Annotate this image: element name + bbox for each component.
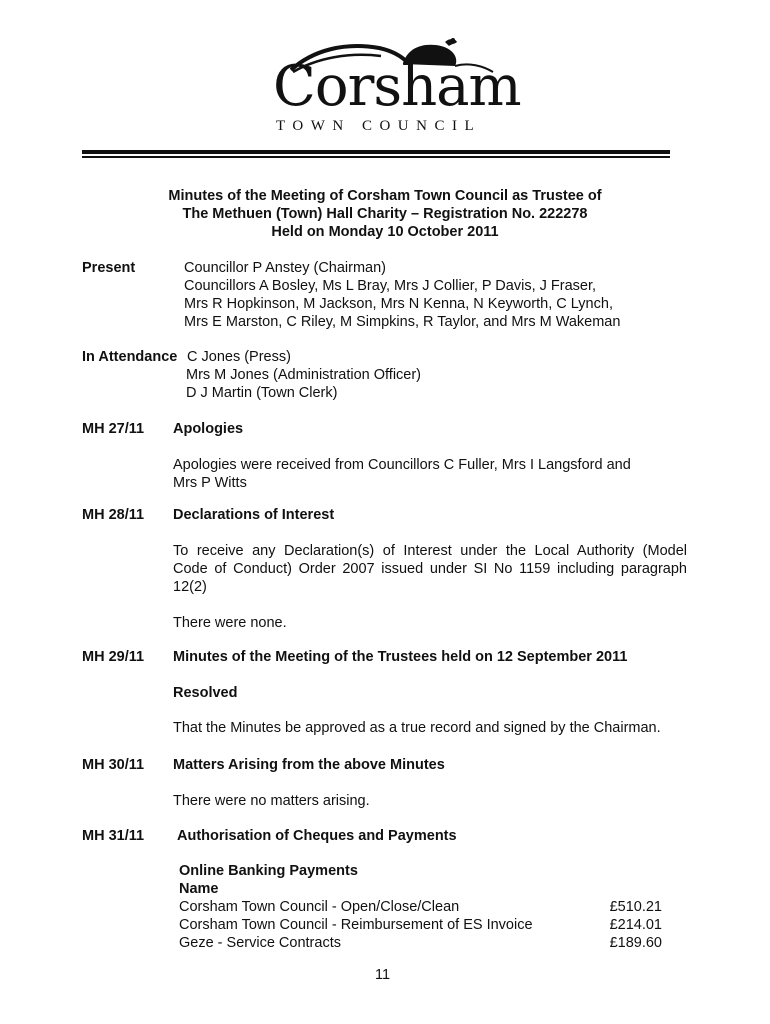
attendance-label: In Attendance — [82, 349, 178, 365]
item-body: Apologies were received from Councillors C Fuller, Mrs I Langsford and — [173, 457, 631, 473]
item-body: There were none. — [173, 615, 287, 631]
item-ref: MH 30/11 — [82, 757, 145, 773]
header-rule-thin — [82, 156, 670, 158]
payment-amount: £214.01 — [609, 917, 662, 933]
present-label: Present — [82, 260, 136, 276]
attendance-line: D J Martin (Town Clerk) — [186, 385, 338, 401]
item-body: Code of Conduct) Order 2007 issued under SI No 1159 including paragraph — [173, 561, 687, 577]
payment-name: Corsham Town Council - Open/Close/Clean — [179, 899, 460, 915]
logo-subtitle: TOWN COUNCIL — [276, 118, 482, 134]
item-heading: Matters Arising from the above Minutes — [173, 757, 445, 773]
item-ref: MH 29/11 — [82, 649, 145, 665]
item-ref: MH 28/11 — [82, 507, 145, 523]
payment-name: Geze - Service Contracts — [179, 935, 341, 951]
item-body: That the Minutes be approved as a true record and signed by the Chairman. — [173, 720, 661, 736]
minutes-title-line2: The Methuen (Town) Hall Charity – Registration No. 222278 — [182, 206, 588, 222]
minutes-title-line1: Minutes of the Meeting of Corsham Town Council as Trustee of — [168, 188, 602, 204]
payment-name: Corsham Town Council - Reimbursement of ES Invoice — [179, 917, 533, 933]
present-line: Mrs E Marston, C Riley, M Simpkins, R Taylor, and Mrs M Wakeman — [184, 314, 621, 330]
present-line: Councillor P Anstey (Chairman) — [184, 260, 387, 276]
item-heading: Apologies — [173, 421, 244, 437]
item-ref: MH 27/11 — [82, 421, 145, 437]
page-number: 11 — [375, 967, 391, 983]
attendance-line: C Jones (Press) — [187, 349, 291, 365]
item-subheading: Online Banking Payments — [179, 863, 358, 879]
item-body: 12(2) — [173, 579, 207, 595]
logo-wordmark: Corsham — [273, 54, 521, 119]
payment-amount: £510.21 — [609, 899, 662, 915]
item-heading: Declarations of Interest — [173, 507, 335, 523]
item-heading: Authorisation of Cheques and Payments — [177, 828, 457, 844]
header-rule-thick — [82, 150, 670, 154]
item-subheading: Resolved — [173, 685, 238, 701]
payments-column-name: Name — [179, 881, 219, 897]
item-heading: Minutes of the Meeting of the Trustees held on 12 September 2011 — [173, 649, 628, 665]
payment-amount: £189.60 — [609, 935, 662, 951]
item-body: There were no matters arising. — [173, 793, 370, 809]
attendance-line: Mrs M Jones (Administration Officer) — [186, 367, 422, 383]
present-line: Mrs R Hopkinson, M Jackson, Mrs N Kenna, N Keyworth, C Lynch, — [184, 296, 613, 312]
item-ref: MH 31/11 — [82, 828, 145, 844]
item-body: Mrs P Witts — [173, 475, 247, 491]
minutes-title-line3: Held on Monday 10 October 2011 — [271, 224, 499, 240]
present-line: Councillors A Bosley, Ms L Bray, Mrs J Collier, P Davis, J Fraser, — [184, 278, 597, 294]
item-body: To receive any Declaration(s) of Interest under the Local Authority (Model — [173, 543, 687, 559]
